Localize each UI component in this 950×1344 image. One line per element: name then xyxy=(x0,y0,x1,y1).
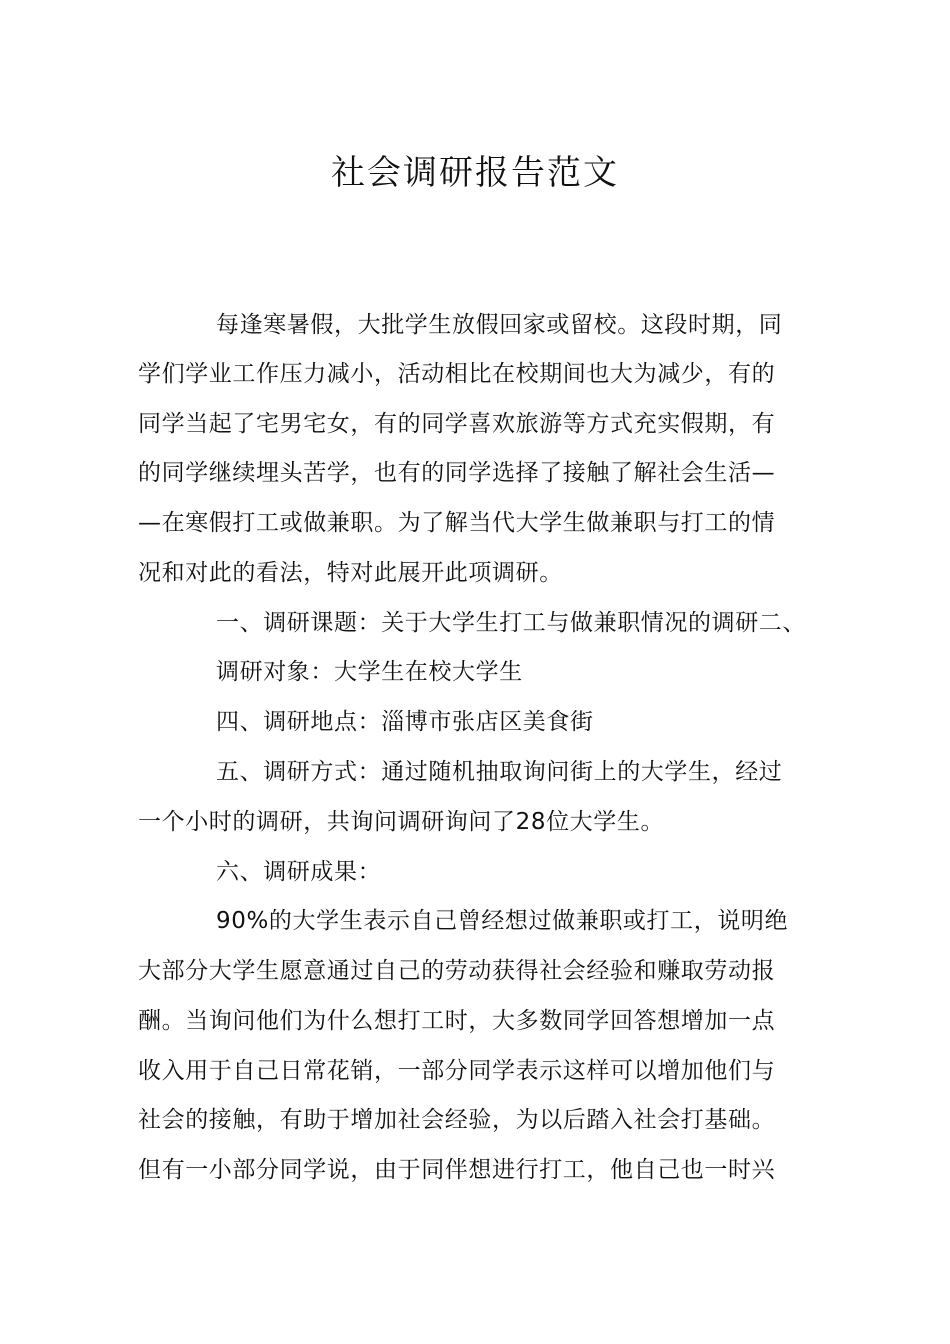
paragraph-line: 一个小时的调研，共询问调研询问了28位大学生。 xyxy=(138,809,665,835)
paragraph-line: 90%的大学生表示自己曾经想过做兼职或打工，说明绝 xyxy=(216,908,789,934)
paragraph-line: 每逢寒暑假，大批学生放假回家或留校。这段时期，同 xyxy=(216,312,783,338)
paragraph-line: —在寒假打工或做兼职。为了解当代大学生做兼职与打工的情 xyxy=(138,510,776,536)
section-line: 五、调研方式：通过随机抽取询问街上的大学生，经过 xyxy=(216,759,783,785)
paragraph-line: 的同学继续埋头苦学，也有的同学选择了接触了解社会生活— xyxy=(138,460,776,486)
section-line: 四、调研地点：淄博市张店区美食街 xyxy=(216,709,594,735)
paragraph-line: 但有一小部分同学说，由于同伴想进行打工，他自己也一时兴 xyxy=(138,1157,776,1183)
section-line: 一、调研课题：关于大学生打工与做兼职情况的调研二、 xyxy=(216,610,806,636)
paragraph-line: 同学当起了宅男宅女，有的同学喜欢旅游等方式充实假期，有 xyxy=(138,411,776,437)
section-line: 调研对象：大学生在校大学生 xyxy=(216,659,523,685)
paragraph-line: 学们学业工作压力减小，活动相比在校期间也大为减少，有的 xyxy=(138,361,776,387)
section-line: 六、调研成果： xyxy=(216,859,382,885)
paragraph-line: 大部分大学生愿意通过自己的劳动获得社会经验和赚取劳动报 xyxy=(138,958,776,984)
paragraph-line: 社会的接触，有助于增加社会经验，为以后踏入社会打基础。 xyxy=(138,1107,776,1133)
paragraph-line: 况和对此的看法，特对此展开此项调研。 xyxy=(138,560,563,586)
paragraph-line: 酬。当询问他们为什么想打工时，大多数同学回答想增加一点 xyxy=(138,1008,776,1034)
paragraph-line: 收入用于自己日常花销，一部分同学表示这样可以增加他们与 xyxy=(138,1058,776,1084)
document-title: 社会调研报告范文 xyxy=(331,153,619,193)
